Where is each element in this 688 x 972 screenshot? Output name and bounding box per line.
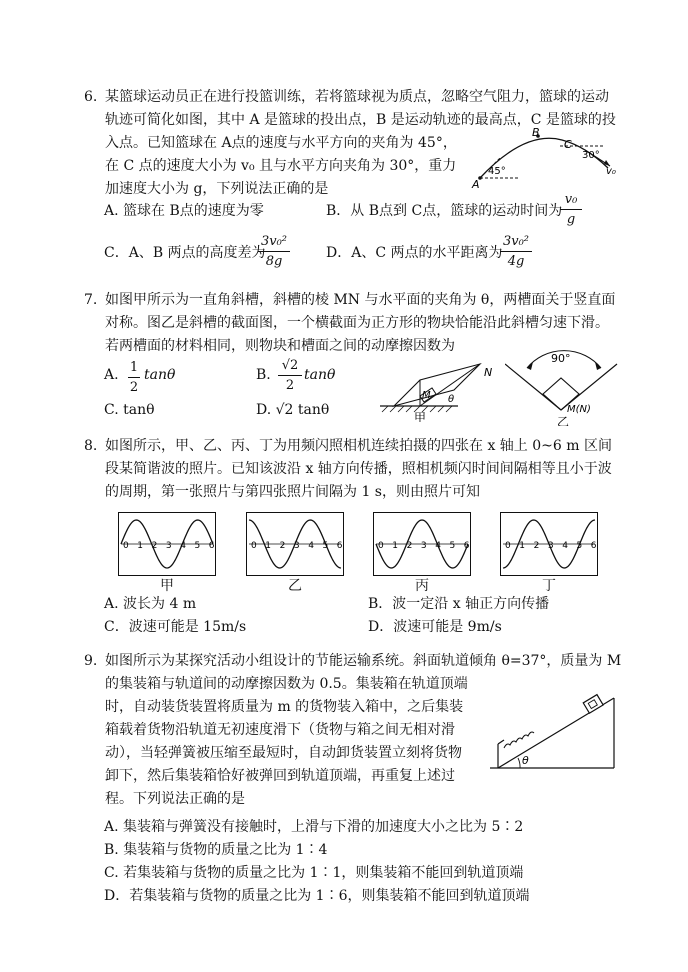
q7-fig-label-mn: M(N): [567, 404, 591, 415]
wave-photo-caption: 丁: [542, 578, 556, 594]
q7-option-c: C. tanθ: [104, 402, 155, 418]
q8-line2: 段某简谐波的照片。已知该波沿 x 轴方向传播，照相机频闪时间间隔相等且小于波: [105, 461, 612, 477]
wave-photo-1: [118, 512, 216, 576]
q9-option-a: A. 集装箱与弹簧没有接触时，上滑与下滑的加速度大小之比为 5∶2: [104, 819, 524, 835]
q9-option-b: B. 集装箱与货物的质量之比为 1∶4: [104, 842, 328, 858]
tick-label: 4: [435, 541, 441, 551]
q7-line2: 对称。图乙是斜槽的截面图，一个横截面为正方形的物块恰能沿此斜槽匀速下滑。: [105, 315, 609, 331]
q9-line1: 如图所示为某探究活动小组设计的节能运输系统。斜面轨道倾角 θ=37°，质量为 M: [105, 653, 622, 669]
tick-label: 5: [194, 541, 201, 551]
tick-label: 3: [165, 541, 172, 551]
q8-option-a: A. 波长为 4 m: [104, 596, 197, 612]
q8-option-c: C．波速可能是 15m/s: [104, 619, 247, 635]
tick-label: 2: [151, 541, 158, 551]
q7-option-a-label: A.: [104, 367, 119, 383]
q9-line5: 动），当轻弹簧被压缩至最短时，自动卸货装置立刻将货物: [105, 745, 462, 761]
q6-option-c-fraction: 3v₀² 8g: [258, 234, 290, 269]
q8-option-d: D．波速可能是 9m/s: [368, 619, 502, 635]
tick-label: 2: [533, 541, 540, 551]
q6-fig-label-a: A: [472, 178, 480, 190]
q8-option-b: B．波一定沿 x 轴正方向传播: [368, 596, 550, 612]
q7-fig-theta: θ: [448, 394, 455, 405]
wave-photo-plot: [374, 513, 470, 575]
wave-photo-plot: [119, 513, 215, 575]
tick-label: 2: [279, 541, 286, 551]
wave-photo-caption: 丙: [415, 578, 429, 594]
tick-label: 1: [137, 541, 144, 551]
tick-label: 3: [293, 541, 300, 551]
q9-fig-theta: θ: [522, 754, 529, 767]
q7-option-b-label: B.: [256, 367, 271, 383]
q6-number: 6.: [84, 89, 98, 105]
q9-option-c: C. 若集装箱与货物的质量之比为 1∶1，则集装箱不能回到轨道顶端: [104, 865, 524, 881]
tick-label: 1: [519, 541, 526, 551]
q6-fig-angle-45: 45°: [488, 166, 506, 177]
tick-label: 6: [590, 541, 597, 551]
q7-figure-jia: [380, 350, 500, 422]
tick-label: 5: [449, 541, 456, 551]
q6-option-d: D．A、C 两点的水平距离为: [326, 245, 503, 261]
q7-fig-caption-yi: 乙: [557, 415, 570, 426]
tick-label: 6: [336, 541, 343, 551]
q9-line7: 程。下列说法正确的是: [105, 791, 245, 807]
tick-label: 0: [378, 541, 384, 551]
q6-fig-label-c: C: [564, 138, 572, 151]
q7-line3: 若两槽面的材料相同，则物块和槽面之间的动摩擦因数为: [105, 338, 455, 354]
q6-option-c: C．A、B 两点的高度差为: [104, 245, 266, 261]
q7-fig-label-n: N: [484, 366, 493, 379]
tick-label: 3: [547, 541, 554, 551]
q9-incline-figure: [490, 688, 620, 774]
q9-line2: 的集装箱与轨道间的动摩擦因数为 0.5。集装箱在轨道顶端: [105, 676, 468, 692]
q9-line4: 箱载着货物沿轨道无初速度滑下（货物与箱之间无相对滑: [105, 722, 455, 738]
q8-number: 8.: [84, 438, 98, 454]
q7-fig-caption-jia: 甲: [414, 411, 427, 422]
q9-line6: 卸下，然后集装箱恰好被弹回到轨道顶端，再重复上述过: [105, 768, 455, 784]
tick-label: 5: [576, 541, 583, 551]
q6-line4: 在 C 点的速度大小为 v₀ 且与水平方向夹角为 30°，重力: [105, 158, 457, 174]
q7-option-b-tail: tanθ: [304, 367, 336, 383]
q7-option-a-fraction: 1 2: [129, 360, 139, 395]
wave-photo-3: [373, 512, 471, 576]
tick-label: 1: [392, 541, 399, 551]
wave-photo-2: [246, 512, 344, 576]
q8-line3: 的周期，第一张照片与第四张照片间隔为 1 s，则由照片可知: [105, 484, 480, 500]
tick-label: 1: [265, 541, 272, 551]
q9-line3: 时，自动装货装置将质量为 m 的货物装入箱中，之后集装: [105, 699, 464, 715]
q7-option-d: D. √2 tanθ: [256, 402, 330, 418]
tick-label: 4: [562, 541, 568, 551]
q7-option-a-tail: tanθ: [144, 367, 176, 383]
q8-line1: 如图所示，甲、乙、丙、丁为用频闪照相机连续拍摄的四张在 x 轴上 0~6 m 区间: [105, 438, 612, 454]
tick-label: 2: [406, 541, 413, 551]
tick-label: 4: [180, 541, 186, 551]
q6-fig-label-b: B: [532, 128, 540, 139]
q9-number: 9.: [84, 653, 98, 669]
q6-option-d-fraction: 3v₀² 4g: [500, 234, 532, 269]
tick-label: 4: [308, 541, 314, 551]
q6-line2: 轨迹可简化如图，其中 A 是篮球的投出点，B 是运动轨迹的最高点，C 是篮球的投: [105, 112, 616, 128]
q7-figure-yi: [505, 344, 620, 426]
tick-label: 5: [322, 541, 329, 551]
q6-fig-angle-30: 30°: [582, 150, 600, 161]
tick-label: 0: [505, 541, 511, 551]
q6-line5: 加速度大小为 g，下列说法正确的是: [105, 181, 329, 197]
q7-line1: 如图甲所示为一直角斜槽，斜槽的棱 MN 与水平面的夹角为 θ，两槽面关于竖直面: [105, 292, 616, 308]
q7-fig-label-m: M: [422, 390, 431, 401]
tick-label: 0: [251, 541, 257, 551]
q6-trajectory-figure: [470, 128, 620, 190]
q7-fig-90deg: 90°: [551, 352, 571, 365]
q7-number: 7.: [84, 292, 98, 308]
wave-photo-plot: [247, 513, 343, 575]
tick-label: 0: [123, 541, 129, 551]
wave-photo-plot: [501, 513, 597, 575]
q6-option-a: A. 篮球在 B点的速度为零: [104, 203, 264, 219]
wave-photo-4: [500, 512, 598, 576]
tick-label: 3: [420, 541, 427, 551]
tick-label: 6: [463, 541, 470, 551]
q6-line3: 入点。已知篮球在 A点的速度与水平方向的夹角为 45°，: [105, 135, 457, 151]
q9-option-d: D．若集装箱与货物的质量之比为 1∶6，则集装箱不能回到轨道顶端: [104, 888, 530, 904]
q7-option-b-fraction: √2 2: [278, 358, 302, 393]
wave-photo-caption: 甲: [160, 578, 174, 594]
q6-line1: 某篮球运动员正在进行投篮训练，若将篮球视为质点，忽略空气阻力，篮球的运动: [105, 89, 609, 105]
q6-option-b-fraction: v₀ g: [560, 192, 582, 227]
q6-option-b: B．从 B点到 C点，篮球的运动时间为: [326, 203, 563, 219]
q6-fig-v0: v₀: [606, 166, 616, 177]
wave-photo-caption: 乙: [288, 578, 302, 594]
tick-label: 6: [208, 541, 215, 551]
